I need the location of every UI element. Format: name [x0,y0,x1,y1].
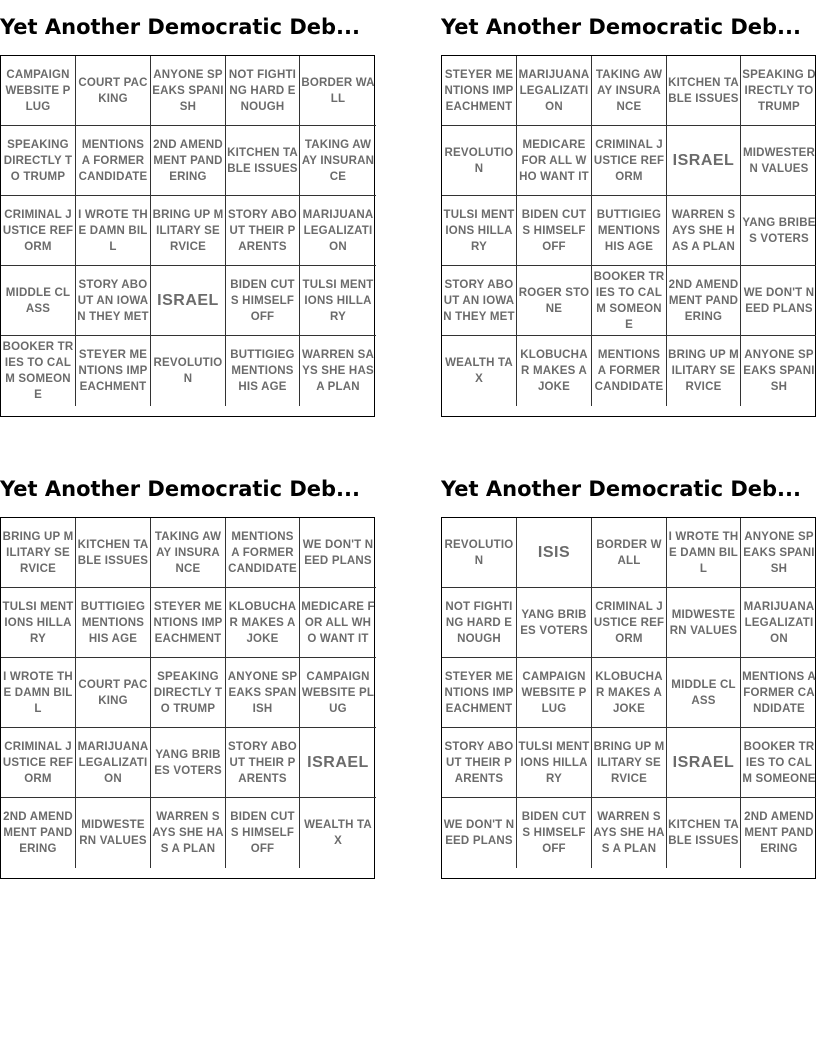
bingo-cell-text: BIDEN CUTS HIMSELF OFF [521,208,587,253]
bingo-cell [300,588,376,658]
bingo-cell-text: BORDER WALL [301,76,375,105]
bingo-cell [151,728,226,798]
bingo-cell-text: NOT FIGHTING HARD ENOUGH [445,600,513,645]
bingo-cell [300,798,376,868]
bingo-cell-text: TAKING AWAY INSURANCE [301,138,375,183]
bingo-cell-text: ISRAEL [672,151,735,169]
bingo-cell-text: KITCHEN TABLE ISSUES [77,538,149,567]
bingo-cell [151,798,226,868]
bingo-cell [592,658,667,728]
bingo-cell-text: BORDER WALL [596,538,662,567]
bingo-cell [1,196,76,266]
bingo-cell-text: REVOLUTION [444,538,514,567]
bingo-cell [667,728,741,798]
bingo-cell [592,798,667,868]
card-title: Yet Another Democratic Deb... [0,15,360,39]
bingo-cell [667,588,741,658]
bingo-cell [1,336,76,406]
bingo-cell [592,336,667,406]
bingo-cell-text: CAMPAIGN WEBSITE PLUG [521,670,587,715]
bingo-cell-text: STORY ABOUT AN IOWAN THEY MET [443,278,515,323]
bingo-cell [442,196,517,266]
bingo-cell [226,798,300,868]
bingo-cell [592,728,667,798]
bingo-cell [76,798,151,868]
bingo-cell-text: STEYER MENTIONS IMPEACHMENT [153,600,223,645]
bingo-cell-text: REVOLUTION [444,146,514,175]
bingo-cell [1,798,76,868]
bingo-cell [442,336,517,406]
bingo-cell [517,798,592,868]
bingo-cell [741,588,816,658]
bingo-cell [442,658,517,728]
bingo-cell [667,266,741,336]
bingo-cell-text: KLOBUCHAR MAKES A JOKE [228,600,297,645]
bingo-cell [151,336,226,406]
bingo-cell-text: ROGER STONE [518,286,590,315]
bingo-cell [226,588,300,658]
bingo-cell [517,728,592,798]
bingo-cell [300,518,376,588]
bingo-cell-text: STORY ABOUT THEIR PARENTS [228,208,297,253]
bingo-cell [226,56,300,126]
bingo-cell [226,196,300,266]
bingo-cell [1,658,76,728]
bingo-cell [226,126,300,196]
bingo-cell-text: KITCHEN TABLE ISSUES [668,819,739,847]
bingo-cell-text: MENTIONS A FORMER CANDIDATE [594,349,664,393]
bingo-grid [441,517,816,879]
bingo-cell-text: TULSI MENTIONS HILLARY [2,600,74,645]
bingo-cell-text: NOT FIGHTING HARD ENOUGH [228,68,297,113]
bingo-cell-text: BUTTIGIEG MENTIONS HIS AGE [230,349,295,393]
bingo-cell-text: YANG BRIBES VOTERS [154,748,222,777]
bingo-cell-text: 2ND AMENDMENT PANDERING [668,278,739,323]
bingo-cell-text: ANYONE SPEAKS SPANISH [743,530,815,575]
bingo-cell [517,588,592,658]
bingo-cell-text: BUTTIGIEG MENTIONS HIS AGE [596,208,662,253]
bingo-cell-text: KLOBUCHAR MAKES A JOKE [595,670,663,715]
bingo-cell-text: BOOKER TRIES TO CALM SOMEONE [2,341,74,401]
bingo-cell-text: MIDDLE CLASS [671,678,736,707]
bingo-cell [442,56,517,126]
bingo-cell-text: ANYONE SPEAKS SPANISH [152,68,224,113]
bingo-cell [76,266,151,336]
bingo-cell-text: 2ND AMENDMENT PANDERING [3,811,73,855]
bingo-cell-text: WE DON'T NEED PLANS [302,538,374,567]
bingo-cell-text: STEYER MENTIONS IMPEACHMENT [78,349,148,393]
bingo-cell-text: YANG BRIBES VOTERS [520,608,588,637]
bingo-cell [442,518,517,588]
bingo-cell-text: YANG BRIBES VOTERS [742,216,816,245]
bingo-cell-text: KLOBUCHAR MAKES A JOKE [520,349,588,393]
bingo-cell-text: REVOLUTION [153,357,223,385]
bingo-cell [226,336,300,406]
bingo-cell-text: MIDWESTERN VALUES [742,146,816,175]
bingo-cell [517,266,592,336]
bingo-cell-text: ANYONE SPEAKS SPANISH [743,349,815,393]
bingo-cell-text: MARIJUANA LEGALIZATION [518,68,590,113]
bingo-cell [300,336,376,406]
bingo-cell-text: WEALTH TAX [445,357,513,385]
card-title: Yet Another Democratic Deb... [441,15,801,39]
bingo-cell-text: WARREN SAYS SHE HAS A PLAN [671,208,736,253]
bingo-cell-text: MARIJUANA LEGALIZATION [302,208,374,253]
bingo-cell-text: BOOKER TRIES TO CALM SOMEONE [593,270,665,331]
bingo-cell [741,658,816,728]
bingo-cell [226,266,300,336]
bingo-cell-text: WE DON'T NEED PLANS [743,286,815,315]
bingo-cell-text: BUTTIGIEG MENTIONS HIS AGE [80,600,146,645]
bingo-cell-text: 2ND AMENDMENT PANDERING [153,138,223,183]
bingo-cell [517,56,592,126]
bingo-cell-text: COURT PACKING [78,678,148,707]
bingo-cell [741,728,816,798]
bingo-cell [76,518,151,588]
bingo-cell [741,798,816,868]
bingo-cell [151,266,226,336]
bingo-cell-text: MIDDLE CLASS [5,286,71,315]
bingo-cell [76,56,151,126]
bingo-cell [741,126,816,196]
bingo-cell-text: MENTIONS A FORMER CANDIDATE [742,670,816,715]
bingo-cell-text: WARREN SAYS SHE HAS A PLAN [152,811,224,855]
bingo-cell-text: STORY ABOUT THEIR PARENTS [228,740,297,785]
bingo-cell [667,126,741,196]
bingo-cell [226,518,300,588]
bingo-cell [667,336,741,406]
bingo-cell-text: TULSI MENTIONS HILLARY [518,740,590,785]
bingo-cell-text: TULSI MENTIONS HILLARY [443,208,515,253]
bingo-cell [592,56,667,126]
bingo-cell-text: ISRAEL [157,291,219,309]
bingo-cell-text: MEDICARE FOR ALL WHO WANT IT [301,600,375,645]
bingo-cell-text: STEYER MENTIONS IMPEACHMENT [444,68,514,113]
bingo-cell-text: WE DON'T NEED PLANS [443,819,515,847]
bingo-cell [151,658,226,728]
bingo-cell-text: ISIS [537,543,571,561]
bingo-cell [1,588,76,658]
bingo-cell-text: 2ND AMENDMENT PANDERING [744,811,814,855]
bingo-cell-text: CRIMINAL JUSTICE REFORM [593,600,665,645]
bingo-cell-text: BRING UP MILITARY SERVICE [668,349,739,393]
bingo-cell [1,266,76,336]
bingo-cell-text: CRIMINAL JUSTICE REFORM [2,740,74,785]
bingo-cell [300,266,376,336]
bingo-cell-text: BIDEN CUTS HIMSELF OFF [230,278,295,323]
bingo-cell [442,798,517,868]
bingo-cell [592,266,667,336]
bingo-cell [667,196,741,266]
bingo-cell [442,588,517,658]
bingo-cell-text: WARREN SAYS SHE HAS A PLAN [593,811,665,855]
bingo-cell [151,588,226,658]
bingo-cell [517,126,592,196]
bingo-cell-text: CRIMINAL JUSTICE REFORM [593,138,665,183]
bingo-cell-text: BIDEN CUTS HIMSELF OFF [521,811,587,855]
bingo-cell-text: BOOKER TRIES TO CALM SOMEONE [742,740,816,785]
bingo-cell [76,336,151,406]
bingo-cell-text: SPEAKING DIRECTLY TO TRUMP [153,670,223,715]
bingo-cell-text: CRIMINAL JUSTICE REFORM [2,208,74,253]
bingo-cell-text: WEALTH TAX [304,819,372,847]
bingo-cell [300,658,376,728]
bingo-cell-text: CAMPAIGN WEBSITE PLUG [5,68,71,113]
bingo-cell [667,518,741,588]
bingo-cell [300,126,376,196]
bingo-cell [300,728,376,798]
bingo-cell [1,518,76,588]
bingo-grid [0,517,375,879]
bingo-cell [741,56,816,126]
bingo-cell-text: WARREN SAYS SHE HAS A PLAN [301,349,375,393]
bingo-cell-text: STEYER MENTIONS IMPEACHMENT [444,670,514,715]
bingo-cell-text: ANYONE SPEAKS SPANISH [227,670,298,715]
bingo-cell-text: BRING UP MILITARY SERVICE [2,530,74,575]
bingo-cell [442,728,517,798]
bingo-cell-text: ISRAEL [307,753,369,771]
bingo-cell-text: KITCHEN TABLE ISSUES [668,76,739,105]
bingo-cell [442,126,517,196]
bingo-cell [517,196,592,266]
bingo-cell [1,126,76,196]
bingo-cell [741,518,816,588]
bingo-cell [592,588,667,658]
bingo-cell-text: BRING UP MILITARY SERVICE [593,740,665,785]
bingo-cell-text: STORY ABOUT THEIR PARENTS [444,740,514,785]
bingo-cell [667,798,741,868]
bingo-cell-text: TULSI MENTIONS HILLARY [302,278,374,323]
bingo-cell-text: I WROTE THE DAMN BILL [78,208,148,253]
bingo-cell [76,588,151,658]
bingo-cell [151,518,226,588]
bingo-cell [741,196,816,266]
bingo-grid [0,55,375,417]
bingo-cell-text: MENTIONS A FORMER CANDIDATE [228,530,297,575]
bingo-cell-text: MIDWESTERN VALUES [669,608,738,637]
bingo-cell-text: TAKING AWAY INSURANCE [595,68,663,113]
bingo-cell [667,56,741,126]
bingo-cell-text: COURT PACKING [78,76,148,105]
bingo-cell [517,336,592,406]
bingo-cell [151,196,226,266]
bingo-cell [517,518,592,588]
bingo-cell [300,196,376,266]
bingo-cell [76,196,151,266]
bingo-cell-text: I WROTE THE DAMN BILL [3,670,73,715]
bingo-cell-text: BIDEN CUTS HIMSELF OFF [230,811,295,855]
bingo-cell [226,728,300,798]
bingo-cell [226,658,300,728]
bingo-cell-text: STORY ABOUT AN IOWAN THEY MET [77,278,149,323]
card-title: Yet Another Democratic Deb... [0,477,360,501]
bingo-cell [592,196,667,266]
card-title: Yet Another Democratic Deb... [441,477,801,501]
bingo-cell-text: SPEAKING DIRECTLY TO TRUMP [742,68,816,113]
bingo-cell-text: MENTIONS A FORMER CANDIDATE [78,138,148,183]
bingo-cell-text: MIDWESTERN VALUES [79,819,147,847]
bingo-cell-text: MARIJUANA LEGALIZATION [743,600,815,645]
bingo-cell-text: CAMPAIGN WEBSITE PLUG [301,670,375,715]
bingo-cell [151,126,226,196]
bingo-cell-text: TAKING AWAY INSURANCE [154,530,222,575]
bingo-cell [1,56,76,126]
bingo-grid [441,55,816,417]
bingo-cell [442,266,517,336]
bingo-cell [1,728,76,798]
bingo-cell [667,658,741,728]
bingo-cell [151,56,226,126]
bingo-cell [517,658,592,728]
bingo-cell [76,728,151,798]
bingo-cell-text: SPEAKING DIRECTLY TO TRUMP [3,138,73,183]
bingo-cell [592,518,667,588]
bingo-cell [76,658,151,728]
bingo-cell-text: ISRAEL [672,753,735,771]
bingo-cell-text: MARIJUANA LEGALIZATION [77,740,149,785]
bingo-cell-text: BRING UP MILITARY SERVICE [152,208,224,253]
bingo-cell-text: MEDICARE FOR ALL WHO WANT IT [519,138,589,183]
bingo-cell [741,266,816,336]
bingo-cell-text: I WROTE THE DAMN BILL [668,530,739,575]
bingo-cell [76,126,151,196]
bingo-cell [741,336,816,406]
bingo-cell-text: KITCHEN TABLE ISSUES [227,146,298,175]
bingo-cell [592,126,667,196]
bingo-cell [300,56,376,126]
